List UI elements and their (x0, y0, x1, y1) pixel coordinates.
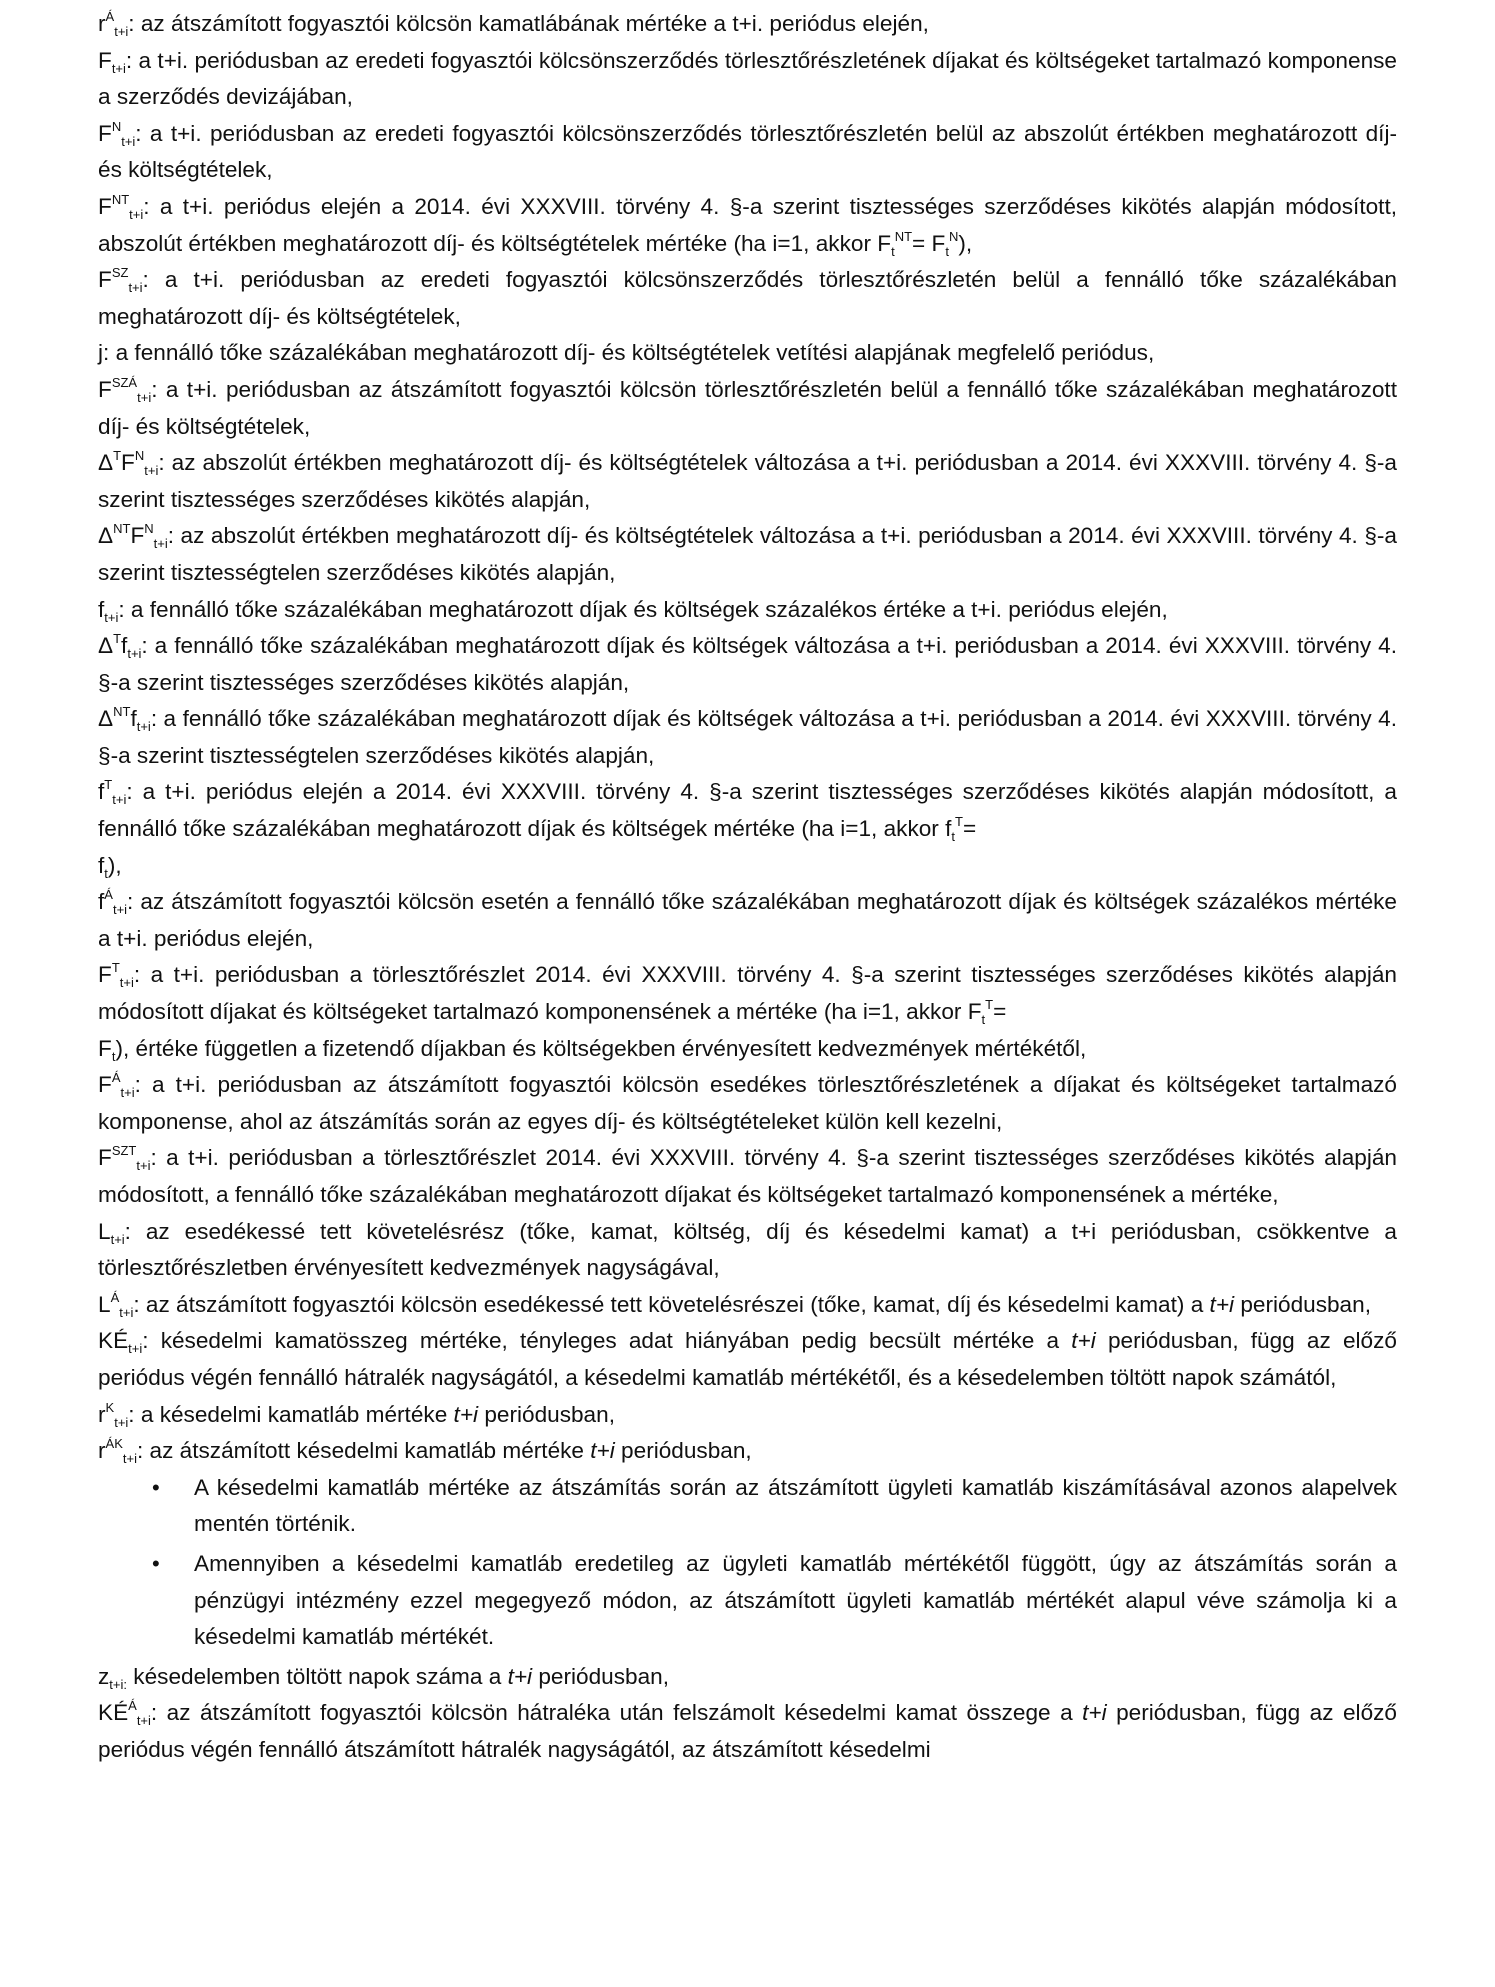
list-item-text: A késedelmi kamatláb mértéke az átszámítás során az átszámított ügyleti kamatláb kiszámításával azonos alapelvek mentén történik. (194, 1474, 1397, 1537)
formula-sup: N (948, 228, 959, 244)
symbol-base: F (98, 120, 112, 146)
symbol-sub: t+i (110, 1231, 125, 1247)
italic-term: t+i (507, 1663, 533, 1689)
symbol-base: F (98, 267, 112, 293)
symbol-sup: Á (105, 9, 115, 24)
definition-tail: periódusban, (478, 1401, 615, 1427)
symbol (98, 521, 168, 552)
symbol (98, 118, 136, 149)
definition-text: : a t+i. periódus elején a 2014. évi XXXVIII. törvény 4. §-a szerint tisztességes szerződéses kikötés alapján módosított, abszolút értékben meghatározott díj- és költségtételek mértéke (ha i=1, akkor (98, 193, 1397, 256)
symbol (98, 704, 151, 735)
symbol-prefix-sup: NT (113, 704, 131, 720)
symbol-sub: t+i (137, 389, 152, 405)
definition-tail: periódusban, (614, 1438, 752, 1464)
definition-text: : a t+i. periódusban az eredeti fogyasztói kölcsönszerződés törlesztőrészletének díjakat és költségeket tartalmazó komponense a szerződés devizájában, (98, 47, 1397, 110)
definition-text: : az átszámított fogyasztói kölcsön hátraléka után felszámolt késedelmi kamat összege a (150, 1700, 1083, 1726)
symbol-sub: t+i (112, 902, 128, 918)
list-item-text: Amennyiben a késedelmi kamatláb eredetileg az ügyleti kamatláb mértékétől függött, úgy az átszámítás során a pénzügyi intézmény ezzel megegyező módon, az átszámított ügyleti kamatláb mértékét alapul véve számolja ki a késedelmi kamatláb mértékét. (194, 1550, 1397, 1650)
definition-text: : a fennálló tőke százalékában meghatározott díjak és költségek százalékos értéke a t+i. periódus elején, (118, 596, 1168, 622)
symbol (98, 1289, 134, 1320)
definition-f-sza (98, 372, 1397, 445)
symbol-sup: N (144, 521, 154, 537)
symbol-prefix-sup: T (113, 631, 122, 647)
definition-text: : a t+i. periódusban az eredeti fogyasztói kölcsönszerződés törlesztőrészletén belül az abszolút értékben meghatározott díj- és költségtételek, (98, 120, 1397, 183)
definition-f-n (98, 116, 1397, 189)
symbol-sup: Á (104, 887, 113, 903)
symbol-sub: t+i (119, 1304, 134, 1320)
definition-f-nt (98, 189, 1397, 262)
definition-f-t (98, 957, 1397, 1067)
definition-delta-t-f-n (98, 445, 1397, 518)
symbol-sup: SZT (111, 1143, 137, 1159)
formula-eq: = (962, 816, 977, 842)
definition-text: : az abszolút értékben meghatározott díj- és költségtételek változása a t+i. periódusban a 2014. évi XXXVIII. törvény 4. §-a szerint tisztességtelen szerződéses kikötés alapján, (98, 523, 1397, 585)
definition-z (98, 1659, 1397, 1696)
definition-j (98, 335, 1397, 372)
formula-sub: t (951, 829, 956, 845)
symbol-prefix-sup: NT (113, 521, 131, 537)
symbol-sup: T (104, 777, 113, 793)
symbol-base: KÉ (98, 1700, 129, 1726)
definition-text: : a fennálló tőke százalékában meghatározott díjak és költségek változása a t+i. periódusban a 2014. évi XXXVIII. törvény 4. §-a szerint tisztességtelen szerződéses kikötés alapján, (98, 706, 1397, 768)
definition-tail: periódusban, függ az előző periódus végén fennálló hátralék nagyságától, a késedelmi kamatláb mértékétől, és a késedelemben töltött napok számától, (98, 1328, 1397, 1390)
list-item (98, 1546, 1397, 1656)
bullet-list (98, 1470, 1397, 1656)
definition-tail: ), értéke független a fizetendő díjakban és költségekben érvényesített kedvezmények mértékétől, (115, 1035, 1087, 1061)
symbol-base: F (98, 1072, 112, 1098)
symbol-base: L (98, 1291, 111, 1317)
symbol-base: z (98, 1663, 110, 1689)
symbol-sub: t+i (121, 133, 136, 149)
symbol-sub: t+i (144, 463, 159, 479)
formula-base: F (931, 230, 946, 256)
symbol (98, 1399, 129, 1430)
symbol (98, 448, 159, 479)
formula-sup: NT (894, 228, 913, 244)
definition-l (98, 1214, 1397, 1287)
symbol-base: f (121, 633, 128, 659)
definition-text: : az átszámított késedelmi kamatláb mértéke (136, 1438, 591, 1464)
definition-f (98, 43, 1397, 116)
symbol (98, 265, 143, 296)
symbol-prefix: Δ (98, 633, 114, 659)
symbol-sub: t+i (122, 1451, 137, 1467)
formula-sub: t (945, 243, 949, 259)
symbol-sup: SZÁ (111, 374, 138, 390)
symbol (98, 887, 128, 918)
bullet-icon: • (152, 1550, 160, 1576)
formula (877, 228, 959, 259)
definition-r-ak (98, 1433, 1397, 1470)
definition-f-lower-t (98, 774, 1397, 884)
definition-ke-a (98, 1695, 1397, 1768)
symbol-sup: ÁK (105, 1436, 123, 1452)
symbol-sup: N (134, 448, 145, 464)
symbol-base: f (130, 706, 137, 732)
symbol-base: f (98, 779, 105, 805)
symbol-sub: t+i (127, 646, 142, 662)
definition-text: : az átszámított fogyasztói kölcsön esedékessé tett követelésrészei (tőke, kamat, díj és késedelmi kamat) a (133, 1291, 1210, 1317)
symbol (98, 9, 129, 39)
symbol-base: f (98, 889, 105, 915)
formula-sub: t (891, 243, 895, 259)
formula-base: F (967, 999, 982, 1025)
symbol-sub: t+i (129, 206, 144, 222)
definition-ke (98, 1323, 1397, 1396)
symbol-sub: t+i (114, 24, 129, 39)
symbol-base: F (98, 47, 112, 73)
symbol-base: F (98, 376, 112, 402)
symbol-sub: t+i (114, 1414, 129, 1430)
symbol-base: KÉ (98, 1328, 129, 1354)
symbol-prefix: Δ (98, 523, 114, 549)
formula-sup: T (985, 997, 994, 1013)
definition-text: : a késedelmi kamatláb mértéke (128, 1401, 454, 1427)
symbol-prefix-sup: T (113, 448, 122, 464)
symbol-sup: Á (110, 1289, 120, 1305)
definition-r-k (98, 1397, 1397, 1434)
symbol-sup: N (111, 118, 122, 134)
symbol-base: F (130, 523, 145, 549)
symbol (98, 1218, 125, 1247)
symbol-sup: Á (128, 1698, 137, 1714)
formula-eq: = (993, 999, 1007, 1025)
italic-term: t+i (1082, 1700, 1107, 1726)
bullet-icon: • (152, 1474, 160, 1500)
definition-text: : a t+i. periódusban az átszámított fogyasztói kölcsön esedékes törlesztőrészletének a díjakat és költségeket tartalmazó komponense, ahol az átszámítás során az egyes díj- és költségtételeket külön kell kezelni, (98, 1072, 1397, 1134)
definition-text: j: a fennálló tőke százalékában meghatározott díj- és költségtételek vetítési alapjának megfelelő periódus, (98, 340, 1155, 366)
symbol (98, 631, 142, 662)
symbol-sub: t+i: (109, 1676, 128, 1692)
symbol (98, 1663, 128, 1692)
symbol-prefix: Δ (98, 450, 114, 476)
symbol-base: F (98, 1145, 112, 1171)
symbol-sub: t+i (136, 719, 151, 735)
formula-base: F (877, 230, 892, 256)
definition-text: : a t+i. periódusban a törlesztőrészlet 2014. évi XXXVIII. törvény 4. §-a szerint tisztességes szerződéses kikötés alapján módosított, a fennálló tőke százalékában meghatározott díjakat és költségeket tartalmazó komponensének a mértéke, (98, 1145, 1397, 1207)
definition-text: : az átszámított fogyasztói kölcsön kamatlábának mértéke a t+i. periódus elején, (128, 11, 929, 36)
symbol-base: r (98, 1438, 106, 1464)
definition-text: késedelemben töltött napok száma a (127, 1663, 508, 1689)
definition-text: : késedelmi kamatösszeg mértéke, tényleges adat hiányában pedig becsült mértéke a (142, 1328, 1072, 1354)
symbol (98, 374, 152, 405)
definition-text: : az abszolút értékben meghatározott díj- és költségtételek változása a t+i. periódusban a 2014. évi XXXVIII. törvény 4. §-a szerint tisztességes szerződéses kikötés alapján, (98, 450, 1397, 512)
formula-sup: T (955, 814, 963, 830)
symbol-sub: t+i (104, 609, 119, 625)
italic-term: t+i (453, 1401, 479, 1427)
formula-sub: t (104, 865, 108, 881)
italic-term: t+i (1071, 1328, 1096, 1354)
symbol-sup: K (105, 1399, 115, 1415)
formula-base: f (945, 816, 952, 842)
definition-l-a (98, 1287, 1397, 1324)
symbol (98, 596, 119, 625)
definition-text: : a fennálló tőke százalékában meghatározott díjak és költségek változása a t+i. periódusban a 2014. évi XXXVIII. törvény 4. §-a szerint tisztességes szerződéses kikötés alapján, (98, 633, 1397, 695)
symbol-sub: t+i (136, 1713, 151, 1729)
symbol-sub: t+i (128, 280, 143, 296)
definition-tail: ), (107, 852, 122, 878)
symbol-sup: T (111, 960, 120, 976)
definition-text: : az esedékessé tett követelésrész (tőke, kamat, költség, díj és késedelmi kamat) a t+i periódusban, csökkentve a törlesztőrészletben érvényesített kedvezmények nagyságával, (98, 1218, 1397, 1281)
definition-tail: ), (958, 230, 973, 256)
symbol (98, 1436, 137, 1467)
symbol (98, 1698, 151, 1729)
formula-base: F (98, 1035, 112, 1061)
symbol (98, 777, 127, 808)
definition-f-szt (98, 1140, 1397, 1213)
definition-f-sz (98, 262, 1397, 335)
symbol-sub: t+i (120, 1085, 135, 1101)
symbol-sup: NT (111, 191, 130, 207)
definition-text: : a t+i. periódus elején a 2014. évi XXXVIII. törvény 4. §-a szerint tisztességes szerződéses kikötés alapján módosított, a fennálló tőke százalékában meghatározott díjak és költségek mértéke (ha i=1, akkor (98, 779, 1397, 842)
list-item (98, 1470, 1397, 1543)
definition-text: : a t+i. periódusban az eredeti fogyasztói kölcsönszerződés törlesztőrészletén belül a fennálló tőke százalékában meghatározott díj- és költségtételek, (98, 267, 1397, 329)
formula-sub: t (981, 1012, 986, 1028)
definition-f-lower (98, 592, 1397, 629)
symbol (98, 191, 144, 222)
symbol (98, 1143, 151, 1174)
symbol-sub: t+i (119, 975, 134, 991)
definition-tail: periódusban, (1234, 1291, 1371, 1317)
symbol-sub: t+i (111, 60, 126, 76)
formula-sub: t (111, 1048, 116, 1064)
definition-text: : az átszámított fogyasztói kölcsön esetén a fennálló tőke százalékában meghatározott díjak és költségek százalékos mértéke a t+i. periódus elején, (98, 889, 1397, 951)
formula-base: f (98, 852, 105, 878)
definition-tail: periódusban, (532, 1663, 669, 1689)
symbol-sub: t+i (112, 792, 127, 808)
symbol-base: F (98, 193, 112, 219)
definition-f-lower-a (98, 884, 1397, 957)
definition-tail: periódusban, függ az előző periódus végén fennálló átszámított hátralék nagyságától, az átszámított késedelmi (98, 1700, 1397, 1762)
symbol-sub: t+i (153, 536, 168, 552)
symbol-base: f (98, 596, 105, 622)
symbol (98, 1070, 135, 1101)
symbol-base: r (98, 1401, 106, 1427)
definition-delta-nt-f-lower (98, 701, 1397, 774)
formula-eq: = (912, 230, 932, 256)
definition-delta-t-f-lower (98, 628, 1397, 701)
symbol-base: F (121, 450, 135, 476)
symbol-sub: t+i (128, 1341, 143, 1357)
symbol-sub: t+i (136, 1158, 151, 1174)
symbol-prefix: Δ (98, 706, 114, 732)
italic-term: t+i (1209, 1291, 1235, 1317)
definition-f-a (98, 1067, 1397, 1140)
definition-delta-nt-f-n (98, 518, 1397, 591)
symbol (98, 47, 126, 76)
definition-text: : a t+i. periódusban az átszámított fogyasztói kölcsön törlesztőrészletén belül a fennálló tőke százalékában meghatározott díj- és költségtételek, (98, 376, 1397, 439)
symbol (98, 960, 134, 991)
symbol-base: r (98, 11, 106, 36)
definition-text: : a t+i. periódusban a törlesztőrészlet 2014. évi XXXVIII. törvény 4. §-a szerint tisztességes szerződéses kikötés alapján módosított díjakat és költségeket tartalmazó komponensének a mértéke (ha i=1, akkor (98, 962, 1397, 1025)
symbol (98, 1328, 143, 1357)
symbol-base: F (98, 962, 112, 988)
definition-r-a (98, 6, 1397, 43)
symbol-sup: SZ (111, 265, 129, 281)
symbol-sup: Á (111, 1070, 121, 1086)
symbol-base: L (98, 1218, 111, 1244)
italic-term: t+i (590, 1438, 615, 1464)
